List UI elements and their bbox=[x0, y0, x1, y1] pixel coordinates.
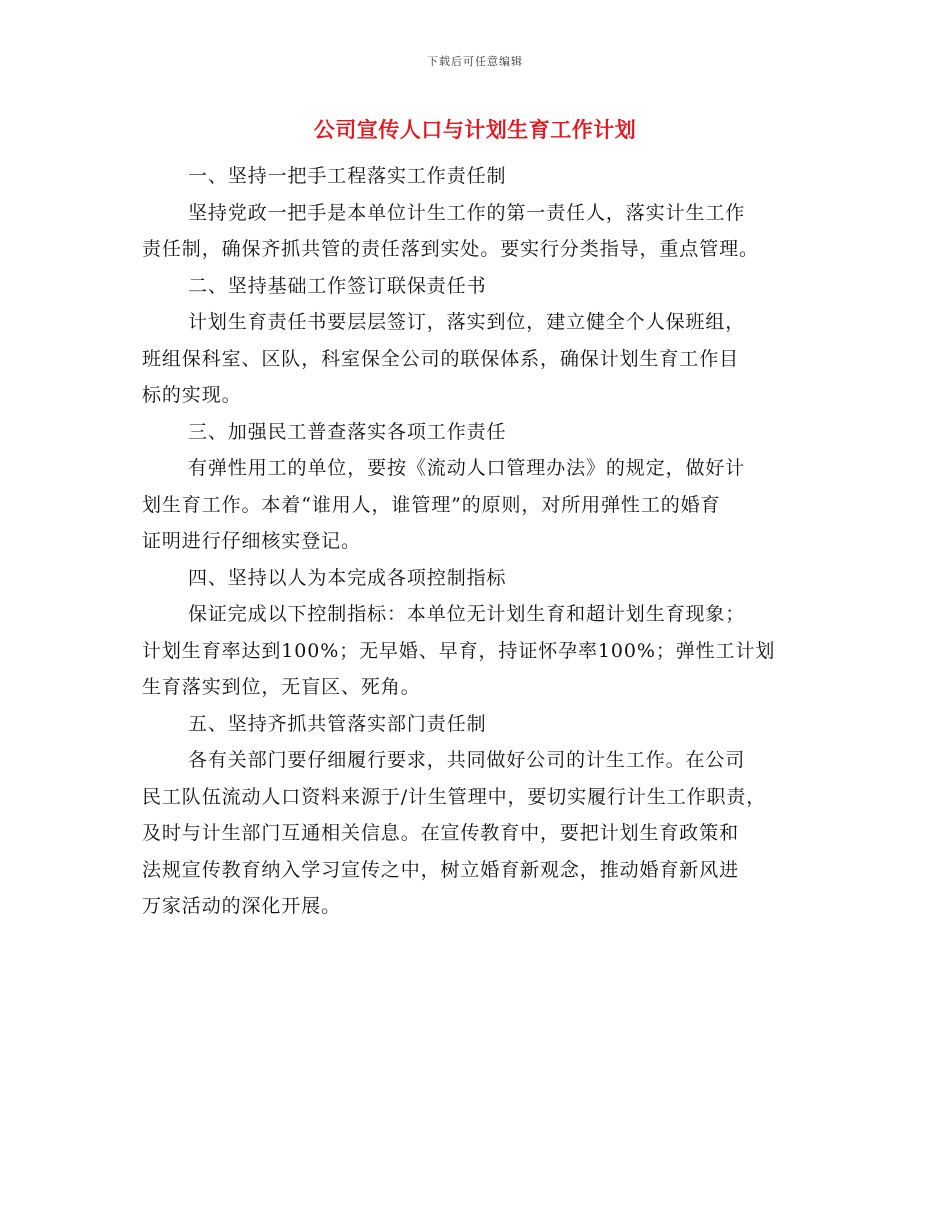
header-note: 下载后可任意编辑 bbox=[427, 55, 523, 68]
paragraph-line: 各有关部门要仔细履行要求，共同做好公司的计生工作。在公司 bbox=[188, 749, 746, 771]
paragraph-line: 有弹性用工的单位，要按《流动人口管理办法》的规定，做好计 bbox=[188, 457, 746, 479]
paragraph-line: 班组保科室、区队，科室保全公司的联保体系，确保计划生育工作目 bbox=[142, 347, 740, 370]
section-heading-3: 三、加强民工普查落实各项工作责任 bbox=[188, 420, 507, 443]
paragraph-line: 证明进行仔细核实登记。 bbox=[142, 530, 361, 552]
paragraph-line: 计划生育率达到100%；无早婚、早育，持证怀孕率100%；弹性工计划 bbox=[142, 639, 776, 662]
document-body bbox=[142, 158, 822, 925]
paragraph-line: 保证完成以下控制指标：本单位无计划生育和超计划生育现象； bbox=[188, 603, 746, 625]
paragraph-line: 万家活动的深化开展。 bbox=[142, 895, 342, 917]
paragraph-line: 坚持党政一把手是本单位计生工作的第一责任人，落实计生工作 bbox=[188, 201, 746, 224]
paragraph-line: 计划生育责任书要层层签订，落实到位，建立健全个人保班组， bbox=[188, 311, 746, 333]
section-heading-2: 二、坚持基础工作签订联保责任书 bbox=[188, 274, 487, 297]
section-heading-1: 一、坚持一把手工程落实工作责任制 bbox=[188, 165, 507, 187]
paragraph-line: 及时与计生部门互通相关信息。在宣传教育中，要把计划生育政策和 bbox=[142, 822, 740, 844]
document-title: 公司宣传人口与计划生育工作计划 bbox=[313, 117, 637, 142]
paragraph-line: 标的实现。 bbox=[142, 384, 242, 406]
section-heading-5: 五、坚持齐抓共管落实部门责任制 bbox=[188, 712, 487, 735]
paragraph-line: 生育落实到位，无盲区、死角。 bbox=[142, 676, 421, 698]
paragraph-line: 责任制，确保齐抓共管的责任落到实处。要实行分类指导，重点管理。 bbox=[142, 238, 759, 260]
paragraph-line: 划生育工作。本着“谁用人，谁管理”的原则，对所用弹性工的婚育 bbox=[142, 493, 721, 516]
section-heading-4: 四、坚持以人为本完成各项控制指标 bbox=[188, 566, 507, 589]
paragraph-line: 法规宣传教育纳入学习宣传之中，树立婚育新观念，推动婚育新风进 bbox=[142, 858, 740, 881]
paragraph-line: 民工队伍流动人口资料来源于/计生管理中，要切实履行计生工作职责， bbox=[142, 785, 767, 808]
